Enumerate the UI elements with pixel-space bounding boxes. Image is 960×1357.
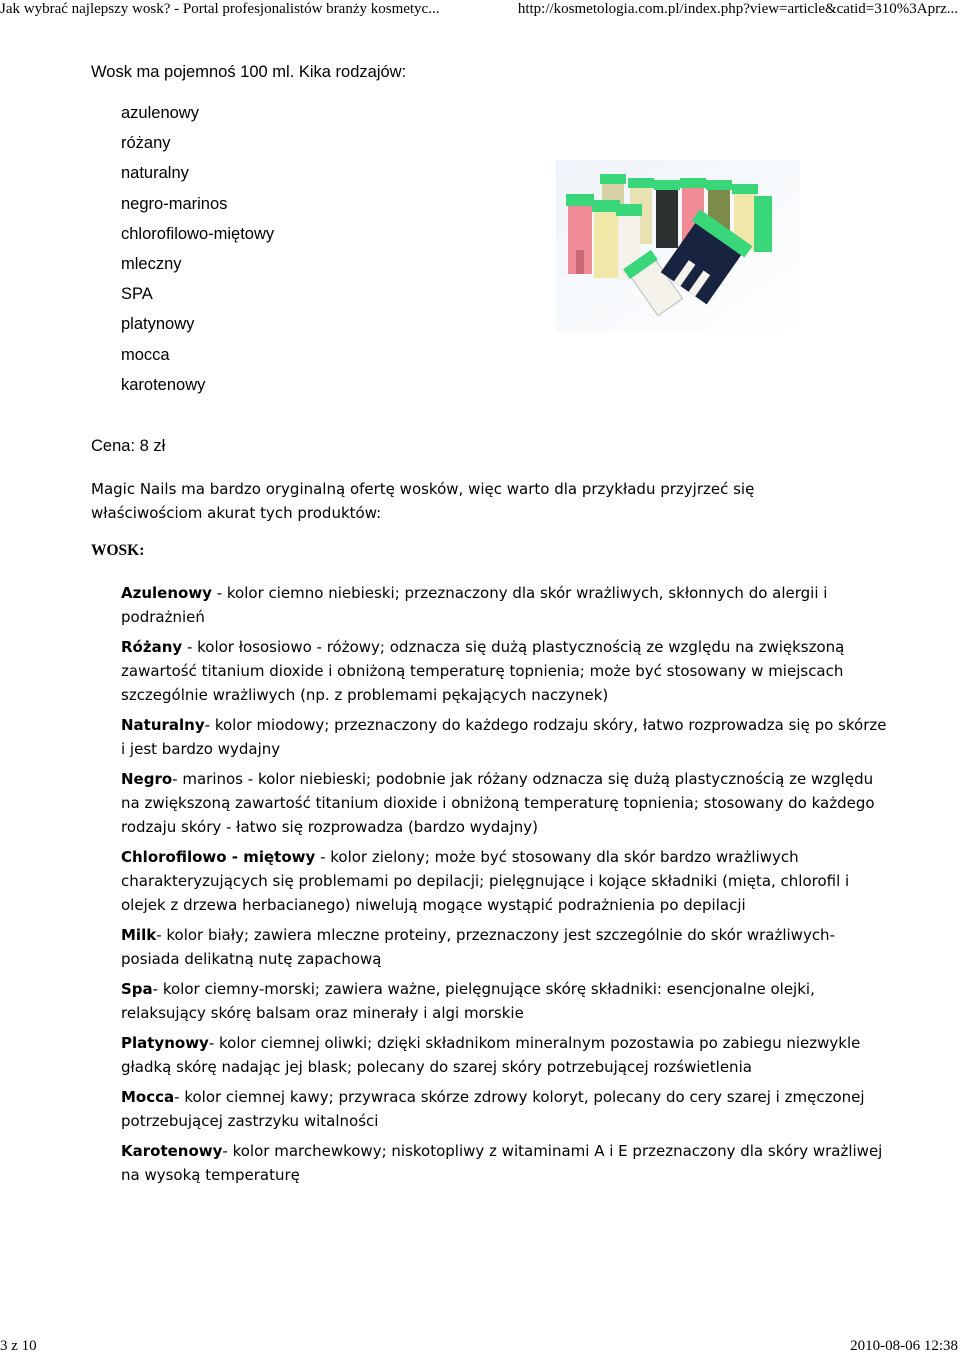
wosk-heading: WOSK: <box>91 542 145 559</box>
list-item: mleczny <box>121 254 182 273</box>
description-text: - kolor ciemno niebieski; przeznaczony dla skór wrażliwych, skłonnych do alergii i podrażnień <box>121 584 828 626</box>
description-item <box>121 581 891 629</box>
magic-nails-paragraph: Magic Nails ma bardzo oryginalną ofertę wosków, więc warto dla przykładu przyjrzeć się właściwościom akurat tych produktów: <box>91 480 755 522</box>
description-item <box>121 1085 891 1133</box>
description-item <box>121 635 891 707</box>
list-item: mocca <box>121 345 170 364</box>
wax-cartridges-image <box>556 160 800 332</box>
description-item <box>121 977 891 1025</box>
description-item <box>121 1139 891 1187</box>
description-item <box>121 845 891 917</box>
page-header-title: Jak wybrać najlepszy wosk? - Portal profesjonalistów branży kosmetyc... <box>0 1 440 17</box>
list-item: karotenowy <box>121 375 206 394</box>
description-name: Karotenowy <box>121 1142 223 1160</box>
list-item: różany <box>121 134 171 153</box>
description-name: Milk <box>121 926 157 944</box>
page-header-url[interactable]: http://kosmetologia.com.pl/index.php?view=article&catid=310%3Aprz... <box>517 1 958 17</box>
list-item: SPA <box>121 285 153 304</box>
description-text: - kolor marchewkowy; niskotopliwy z witaminami A i E przeznaczony dla skóry wrażliwej na wysoką temperaturę <box>121 1142 883 1184</box>
description-item <box>121 767 891 839</box>
description-name: Różany <box>121 638 183 656</box>
print-datetime: 2010-08-06 12:38 <box>850 1338 958 1354</box>
page-number: 3 z 10 <box>0 1338 37 1354</box>
description-name: Naturalny <box>121 716 205 734</box>
list-item: chlorofilowo-miętowy <box>121 224 275 243</box>
description-text: - kolor ciemny-morski; zawiera ważne, pielęgnujące skórę składniki: esencjonalne olejki, relaksujący skórę balsam oraz minerały i algi morskie <box>121 980 815 1022</box>
description-name: Negro <box>121 770 173 788</box>
description-name: Azulenowy <box>121 584 212 602</box>
wax-descriptions <box>121 581 891 1193</box>
description-name: Platynowy <box>121 1034 209 1052</box>
description-text: - kolor zielony; może być stosowany dla skór bardzo wrażliwych charakteryzujących się problemami po depilacji; pielęgnujące i kojące składniki (mięta, chlorofil i olejek z drzewa herbacianego) niwelują mogące wystąpić podrażnienia po depilacji <box>121 848 850 914</box>
description-text: - kolor ciemnej kawy; przywraca skórze zdrowy koloryt, polecany do cery szarej i zmęczonej potrzebującej zastrzyku witalności <box>121 1088 865 1130</box>
description-text: - kolor miodowy; przeznaczony do każdego rodzaju skóry, łatwo rozprowadza się po skórze i jest bardzo wydajny <box>121 716 887 758</box>
description-name: Spa <box>121 980 153 998</box>
description-text: - marinos - kolor niebieski; podobnie jak różany odznacza się dużą plastycznością ze względu na zwiększoną zawartość titanium dioxide i obniżoną temperaturę topnienia; stosowany do każdego rodzaju skóry - łatwo się rozprowadza (bardzo wydajny) <box>121 770 875 836</box>
price-text: Cena: 8 zł <box>91 437 166 455</box>
list-item: negro-marinos <box>121 194 228 213</box>
description-item <box>121 1031 891 1079</box>
intro-text: Wosk ma pojemnoś 100 ml. Kika rodzajów: <box>91 63 407 81</box>
wax-types-list <box>121 102 274 404</box>
description-text: - kolor ciemnej oliwki; dzięki składnikom mineralnym pozostawia po zabiegu niezwykle gładką skórę nadając jej blask; polecany do szarej skóry potrzebującej rozświetlenia <box>121 1034 861 1076</box>
description-item <box>121 923 891 971</box>
list-item: naturalny <box>121 164 189 183</box>
description-text: - kolor łososiowo - różowy; odznacza się dużą plastycznością ze względu na zwiększoną zawartość titanium dioxide i obniżoną temperaturę topnienia; może być stosowany w miejscach szczególnie wrażliwych (np. z problemami pękających naczynek) <box>121 638 845 704</box>
description-text: - kolor biały; zawiera mleczne proteiny, przeznaczony jest szczególnie do skór wrażliwych-posiada delikatną nutę zapachową <box>121 926 835 968</box>
description-name: Chlorofilowo - miętowy <box>121 848 316 866</box>
description-name: Mocca <box>121 1088 175 1106</box>
list-item: azulenowy <box>121 104 199 122</box>
list-item: platynowy <box>121 315 195 334</box>
description-item <box>121 713 891 761</box>
